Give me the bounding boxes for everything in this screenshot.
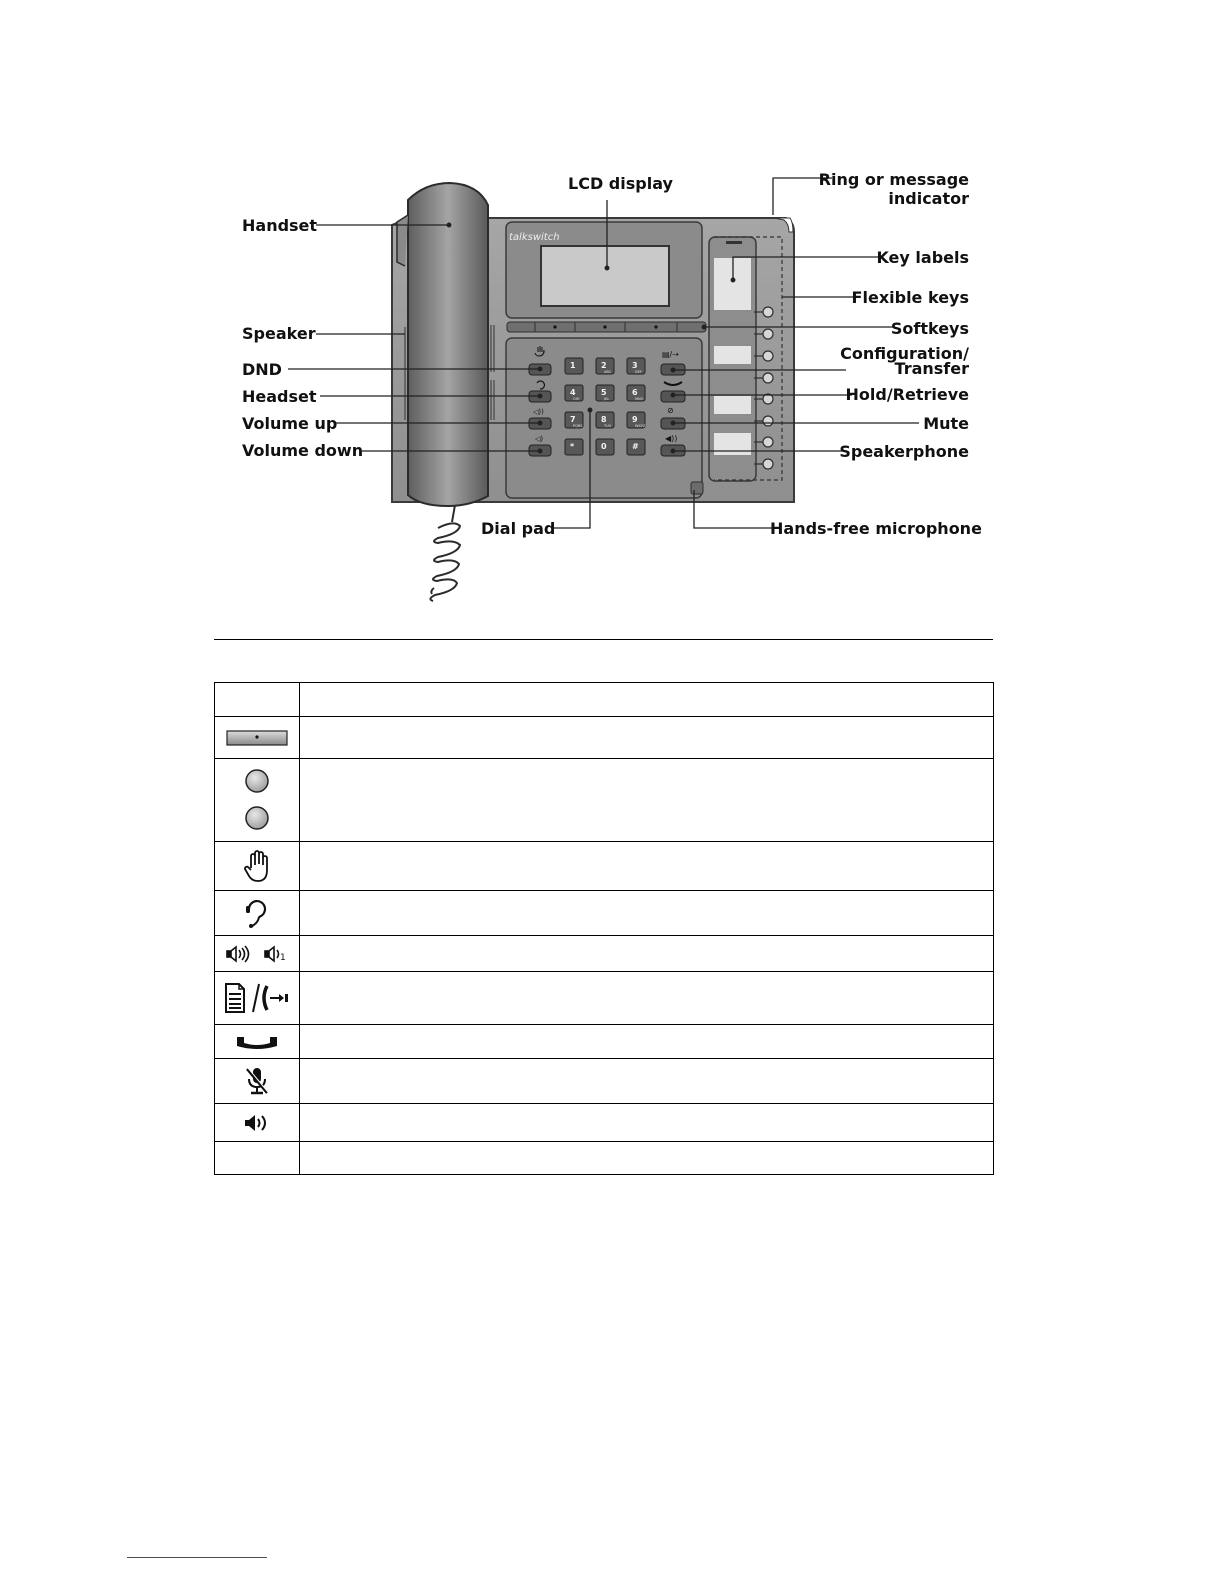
legend-icon-cell	[215, 1025, 300, 1059]
dialpad-key-letters: MNO	[635, 397, 644, 401]
legend-icon-cell	[215, 683, 300, 717]
legend-description-cell	[300, 936, 994, 972]
callout-volume-down: Volume down	[242, 441, 364, 460]
callout-ring-indicator	[810, 171, 969, 207]
callout-ring-indicator-line2: indicator	[888, 189, 969, 208]
legend-icon-cell	[215, 1104, 300, 1142]
dialpad-key-digit: *	[570, 442, 575, 451]
svg-text:⊘: ⊘	[667, 406, 674, 415]
callout-speakerphone: Speakerphone	[839, 442, 969, 461]
dialpad-key-letters: DEF	[635, 370, 642, 374]
callout-handset: Handset	[242, 216, 318, 235]
callout-dnd: DND	[242, 360, 282, 379]
legend-row	[215, 842, 994, 891]
legend-row	[215, 1059, 994, 1104]
callout-headset: Headset	[242, 387, 317, 406]
legend-description-cell	[300, 1142, 994, 1175]
legend-row	[215, 936, 994, 972]
headset-icon	[244, 896, 270, 930]
section-divider	[214, 639, 993, 640]
hold-retrieve-icon	[235, 1034, 279, 1050]
legend-row	[215, 891, 994, 936]
legend-description-cell	[300, 759, 994, 842]
dialpad-key-letters: TUV	[604, 424, 612, 428]
legend-description-cell	[300, 1025, 994, 1059]
svg-text:◀)): ◀))	[665, 434, 678, 443]
callout-mute: Mute	[923, 414, 969, 433]
flexible-key	[763, 329, 773, 339]
dialpad-key-digit: 1	[570, 361, 576, 370]
flexible-key	[763, 373, 773, 383]
callout-speaker: Speaker	[242, 324, 316, 343]
legend-icon-cell	[215, 1059, 300, 1104]
legend-description-cell	[300, 717, 994, 759]
svg-text:◁)): ◁))	[533, 408, 544, 416]
legend-description-cell	[300, 972, 994, 1025]
phone-diagram	[0, 0, 1224, 630]
dialpad-key-letters: JKL	[604, 397, 610, 401]
softkey-icon	[226, 729, 288, 747]
config-transfer-icon	[223, 982, 291, 1014]
callout-key-labels: Key labels	[876, 248, 969, 267]
dialpad-key-digit: 6	[632, 388, 638, 397]
callout-lcd-display: LCD display	[568, 174, 673, 193]
legend-icon-cell	[215, 936, 300, 972]
dialpad-key-letters: PQRS	[573, 424, 583, 428]
callout-ring-indicator-line1: Ring or message	[818, 170, 969, 189]
dialpad-key-letters: WXYZ	[635, 424, 646, 428]
legend-icon-cell	[215, 717, 300, 759]
dialpad-key-digit: 0	[601, 442, 607, 451]
legend-description-cell	[300, 842, 994, 891]
dialpad-key-digit: #	[632, 442, 639, 451]
mute-icon	[244, 1065, 270, 1097]
callout-hands-free-microphone: Hands-free microphone	[770, 519, 982, 538]
dialpad-key-letters: GHI	[573, 397, 580, 401]
svg-text:1: 1	[280, 952, 286, 963]
dialpad-key-digit: 5	[601, 388, 607, 397]
legend-description-cell	[300, 683, 994, 717]
volume-up-down-icon	[225, 944, 289, 964]
svg-text:◁): ◁)	[535, 435, 544, 443]
flexible-key	[763, 459, 773, 469]
footnote-rule	[127, 1557, 267, 1558]
dialpad-key-digit: 9	[632, 415, 638, 424]
display-panel	[506, 222, 702, 318]
button-legend-table	[214, 682, 994, 1175]
flexible-key	[763, 416, 773, 426]
callout-configuration-transfer	[830, 345, 969, 377]
callout-flexible-keys: Flexible keys	[851, 288, 969, 307]
legend-icon-cell	[215, 1142, 300, 1175]
legend-row	[215, 1025, 994, 1059]
legend-row	[215, 1104, 994, 1142]
flexible-key	[763, 351, 773, 361]
hands-free-mic	[691, 482, 703, 494]
callout-softkeys: Softkeys	[890, 319, 969, 338]
legend-icon-cell	[215, 842, 300, 891]
dialpad-key-letters: ABC	[604, 370, 612, 374]
legend-row	[215, 759, 994, 842]
legend-row	[215, 1142, 994, 1175]
handset	[397, 183, 488, 506]
legend-icon-cell	[215, 759, 300, 842]
lcd-screen	[541, 246, 669, 306]
legend-icon-cell	[215, 972, 300, 1025]
callout-configuration-line2: Transfer	[894, 359, 969, 378]
flexible-key	[763, 307, 773, 317]
dialpad-key-digit: 2	[601, 361, 607, 370]
softkeys-bar	[507, 322, 706, 332]
legend-row	[215, 717, 994, 759]
legend-row	[215, 683, 994, 717]
flexible-key	[763, 437, 773, 447]
callout-volume-up: Volume up	[242, 414, 338, 433]
callout-hold-retrieve: Hold/Retrieve	[845, 385, 969, 404]
flexible-keys-icon	[242, 767, 272, 833]
legend-row	[215, 972, 994, 1025]
legend-icon-cell	[215, 891, 300, 936]
dialpad-key-digit: 7	[570, 415, 576, 424]
legend-description-cell	[300, 891, 994, 936]
speakerphone-icon	[243, 1113, 271, 1133]
callout-configuration-line1: Configuration/	[840, 344, 969, 363]
dialpad-key-digit: 8	[601, 415, 607, 424]
svg-text:▤/⇢: ▤/⇢	[662, 350, 679, 359]
callout-dial-pad: Dial pad	[481, 519, 556, 538]
hand-dnd-icon	[244, 848, 270, 884]
legend-description-cell	[300, 1104, 994, 1142]
dialpad-key-digit: 3	[632, 361, 638, 370]
dialpad-key-digit: 4	[570, 388, 576, 397]
brand-logo: talkswitch	[509, 232, 560, 243]
legend-description-cell	[300, 1059, 994, 1104]
handset-cord	[430, 505, 460, 601]
